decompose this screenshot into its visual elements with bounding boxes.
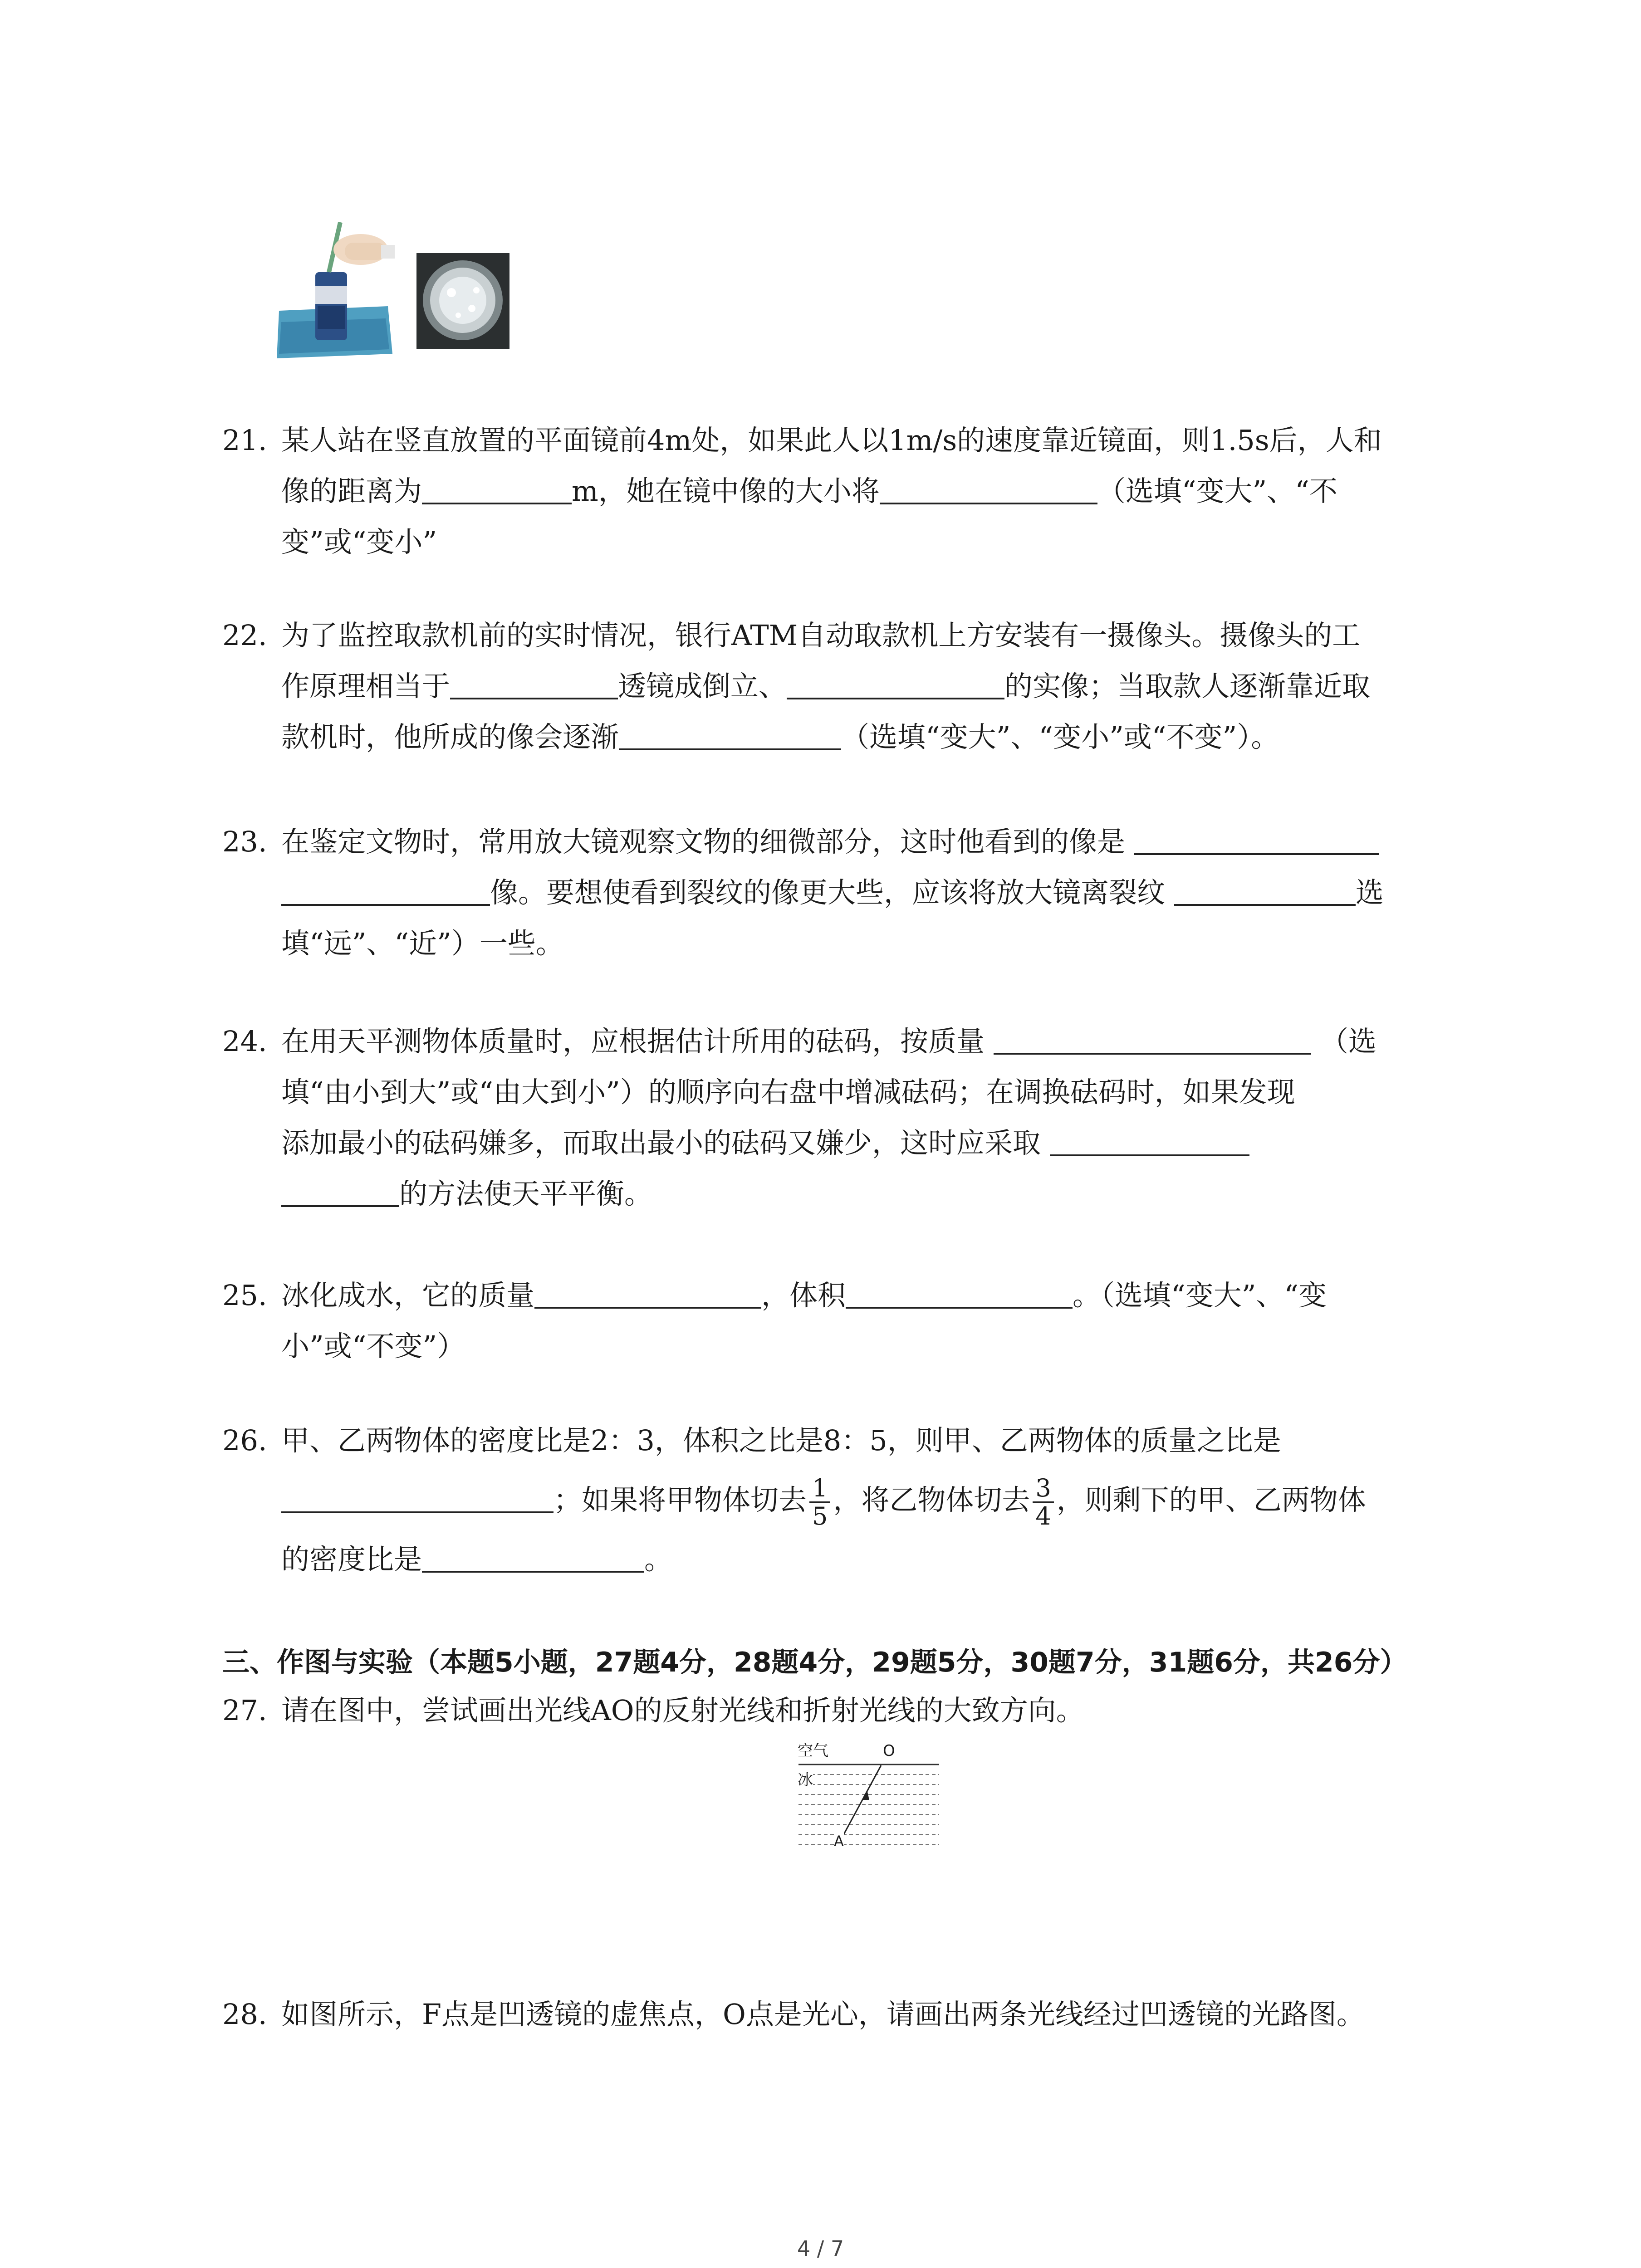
question-text: （选填“变大”、“不: [1097, 474, 1337, 508]
question-text: 像。要想使看到裂纹的像更大些，应该将放大镜离裂纹: [490, 876, 1166, 909]
question-text: 款机时，他所成的像会逐渐: [281, 720, 619, 753]
question-text: 的实像；当取款人逐渐靠近取: [1004, 670, 1371, 703]
question-text: 如图所示，F点是凹透镜的虚焦点，O点是光心，请画出两条光线经过凹透镜的光路图。: [281, 1998, 1365, 2031]
question-number: 24.: [222, 1025, 267, 1058]
frost-can-photo: [416, 253, 509, 349]
question-text: 选: [1356, 876, 1384, 909]
fraction-three-quarters: [1033, 1475, 1053, 1530]
question-number: 25.: [222, 1279, 267, 1312]
question-number: 28.: [222, 1998, 267, 2031]
question-number: 22.: [222, 619, 267, 652]
question-text: 为了监控取款机前的实时情况，银行ATM自动取款机上方安装有一摄像头。摄像头的工: [281, 619, 1361, 652]
question-text: m，她在镜中像的大小将: [572, 474, 880, 508]
question-text: 填“远”、“近”）一些。: [281, 927, 564, 960]
question-text: 。（选填“变大”、“变: [1073, 1279, 1327, 1312]
question-text: 变”或“变小”: [281, 525, 437, 558]
question-text: 添加最小的砝码嫌多，而取出最小的砝码又嫌少，这时应采取: [281, 1126, 1041, 1159]
question-26: [222, 1415, 1456, 1576]
question-24: [222, 1016, 1456, 1210]
question-text: 在用天平测物体质量时，应根据估计所用的砝码，按质量: [281, 1025, 985, 1058]
section-heading: 三、作图与实验（本题5小题，27题4分，28题4分，29题5分，30题7分，31题6分，共26分）: [222, 1647, 1407, 1678]
question-text: 小”或“不变”）: [281, 1330, 465, 1363]
refraction-figure: [794, 1742, 944, 1851]
page-number: 4 / 7: [797, 2236, 844, 2261]
fraction-numerator: 1: [809, 1475, 830, 1503]
question-text: 的方法使天平平衡。: [399, 1177, 653, 1210]
answer-blank[interactable]: [846, 1275, 1073, 1309]
question-text: ，将乙物体切去: [833, 1483, 1030, 1516]
question-text: 在鉴定文物时，常用放大镜观察文物的细微部分，这时他看到的像是: [281, 825, 1126, 858]
fraction-denominator: 5: [812, 1501, 828, 1530]
answer-blank[interactable]: [787, 666, 1004, 699]
question-text: 填“由小到大”或“由大到小”）的顺序向右盘中增减砝码；在调换砝码时，如果发现: [281, 1075, 1295, 1109]
question-28: [222, 1989, 1456, 2040]
answer-blank[interactable]: [1174, 872, 1356, 906]
question-21: [222, 415, 1456, 558]
fraction-denominator: 4: [1035, 1501, 1051, 1530]
answer-blank[interactable]: [422, 1539, 644, 1573]
question-23: [222, 816, 1456, 960]
question-text: 作原理相当于: [281, 670, 451, 703]
label-o: O: [883, 1742, 895, 1760]
answer-blank[interactable]: [534, 1275, 761, 1309]
answer-blank[interactable]: [1134, 821, 1379, 855]
question-number: 23.: [222, 825, 267, 858]
answer-blank[interactable]: [994, 1021, 1311, 1055]
question-text: 像的距离为: [281, 474, 422, 508]
question-text: ，体积: [761, 1279, 846, 1312]
question-text: 透镜成倒立、: [618, 670, 787, 703]
answer-blank[interactable]: [619, 717, 841, 750]
question-text: （选填“变大”、“变小”或“不变”）。: [841, 720, 1279, 753]
answer-blank[interactable]: [1050, 1123, 1249, 1156]
label-air: 空气: [798, 1742, 828, 1760]
label-a: A: [834, 1833, 844, 1850]
answer-blank[interactable]: [281, 872, 490, 906]
question-text: 某人站在竖直放置的平面镜前4m处，如果此人以1m/s的速度靠近镜面，则1.5s后，人和: [281, 424, 1382, 457]
answer-blank[interactable]: [422, 471, 572, 504]
fraction-numerator: 3: [1033, 1475, 1053, 1503]
question-text: ；如果将甲物体切去: [554, 1483, 807, 1516]
question-number: 26.: [222, 1424, 267, 1457]
question-number: 21.: [222, 424, 267, 457]
label-ice: 冰: [798, 1767, 813, 1789]
question-25: [222, 1270, 1456, 1363]
question-text: （选: [1320, 1025, 1377, 1058]
question-27: [222, 1685, 1456, 1736]
question-text: 甲、乙两物体的密度比是2：3，体积之比是8：5，则甲、乙两物体的质量之比是: [281, 1424, 1281, 1457]
answer-blank[interactable]: [880, 471, 1097, 504]
answer-blank[interactable]: [450, 666, 618, 699]
question-number: 27.: [222, 1694, 267, 1727]
answer-blank[interactable]: [281, 1173, 399, 1207]
answer-blank[interactable]: [281, 1480, 554, 1513]
question-text: ，则剩下的甲、乙两物体: [1056, 1483, 1366, 1516]
question-text: 的密度比是: [281, 1543, 422, 1576]
question-text: 请在图中，尝试画出光线AO的反射光线和折射光线的大致方向。: [281, 1694, 1084, 1727]
can-straw-photo: [277, 218, 395, 363]
fraction-one-fifth: [809, 1475, 830, 1530]
question-text: 。: [644, 1543, 673, 1576]
question-text: 冰化成水，它的质量: [281, 1279, 535, 1312]
question-22: [222, 610, 1456, 753]
experiment-photos: [272, 218, 517, 363]
